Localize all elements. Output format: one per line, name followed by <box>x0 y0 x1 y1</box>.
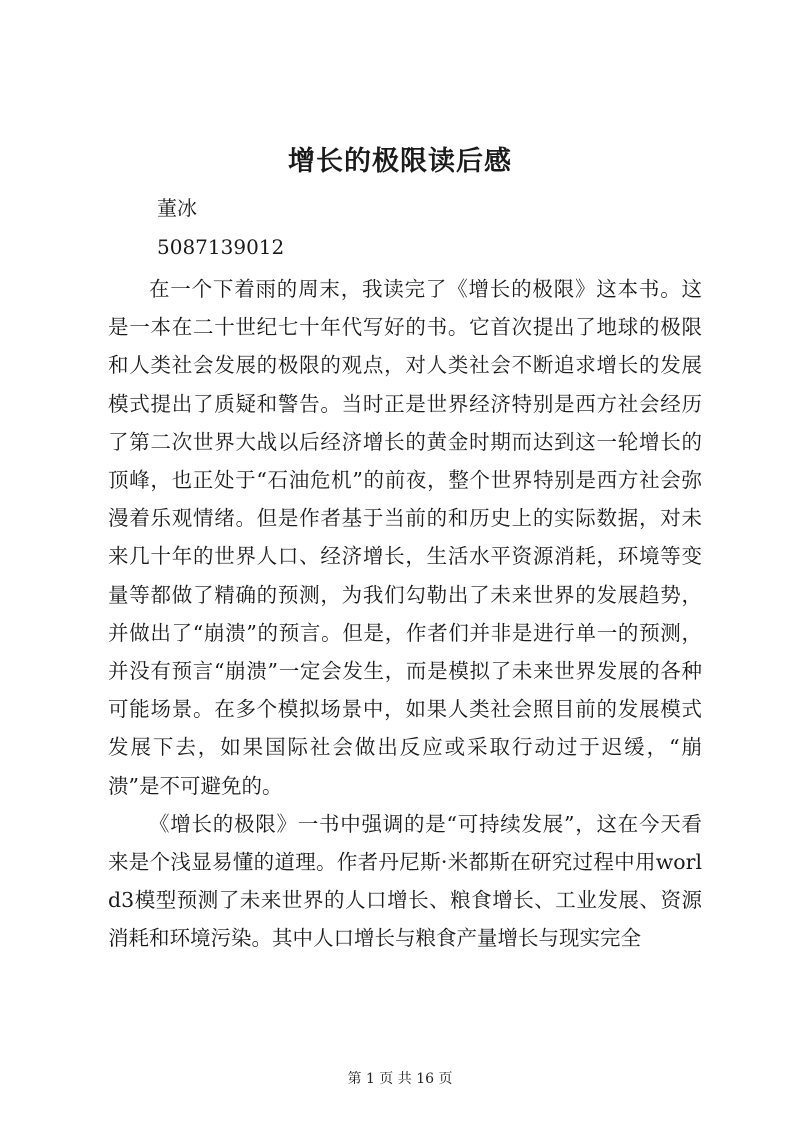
page-footer: 第 1 页 共 16 页 <box>347 1071 453 1087</box>
author-name: 董冰 <box>157 196 197 220</box>
paragraph-2: 《增长的极限》一书中强调的是“可持续发展”，这在今天看来是个浅显易懂的道理。作者丹尼斯·米都斯在研究过程中用world3模型预测了未来世界的人口增长、粮食增长、工业发展、资源消耗和环境污染。其中人口增长与粮食产量增长与现实完全 <box>108 811 702 951</box>
student-id: 5087139012 <box>157 235 285 259</box>
document-title: 增长的极限读后感 <box>288 146 512 177</box>
document-body <box>108 270 702 958</box>
paragraph-1: 在一个下着雨的周末，我读完了《增长的极限》这本书。这是一本在二十世纪七十年代写好的书。它首次提出了地球的极限和人类社会发展的极限的观点，对人类社会不断追求增长的发展模式提出了质疑和警告。当时正是世界经济特别是西方社会经历了第二次世界大战以后经济增长的黄金时期而达到这一轮增长的顶峰，也正处于“石油危机”的前夜，整个世界特别是西方社会弥漫着乐观情绪。但是作者基于当前的和历史上的实际数据，对未来几十年的世界人口、经济增长，生活水平资源消耗，环境等变量等都做了精确的预测，为我们勾勒出了未来世界的发展趋势，并做出了“崩溃”的预言。但是，作者们并非是进行单一的预测，并没有预言“崩溃”一定会发生，而是模拟了未来世界发展的各种可能场景。在多个模拟场景中，如果人类社会照目前的发展模式发展下去，如果国际社会做出反应或采取行动过于迟缓，“崩溃”是不可避免的。 <box>108 277 702 798</box>
